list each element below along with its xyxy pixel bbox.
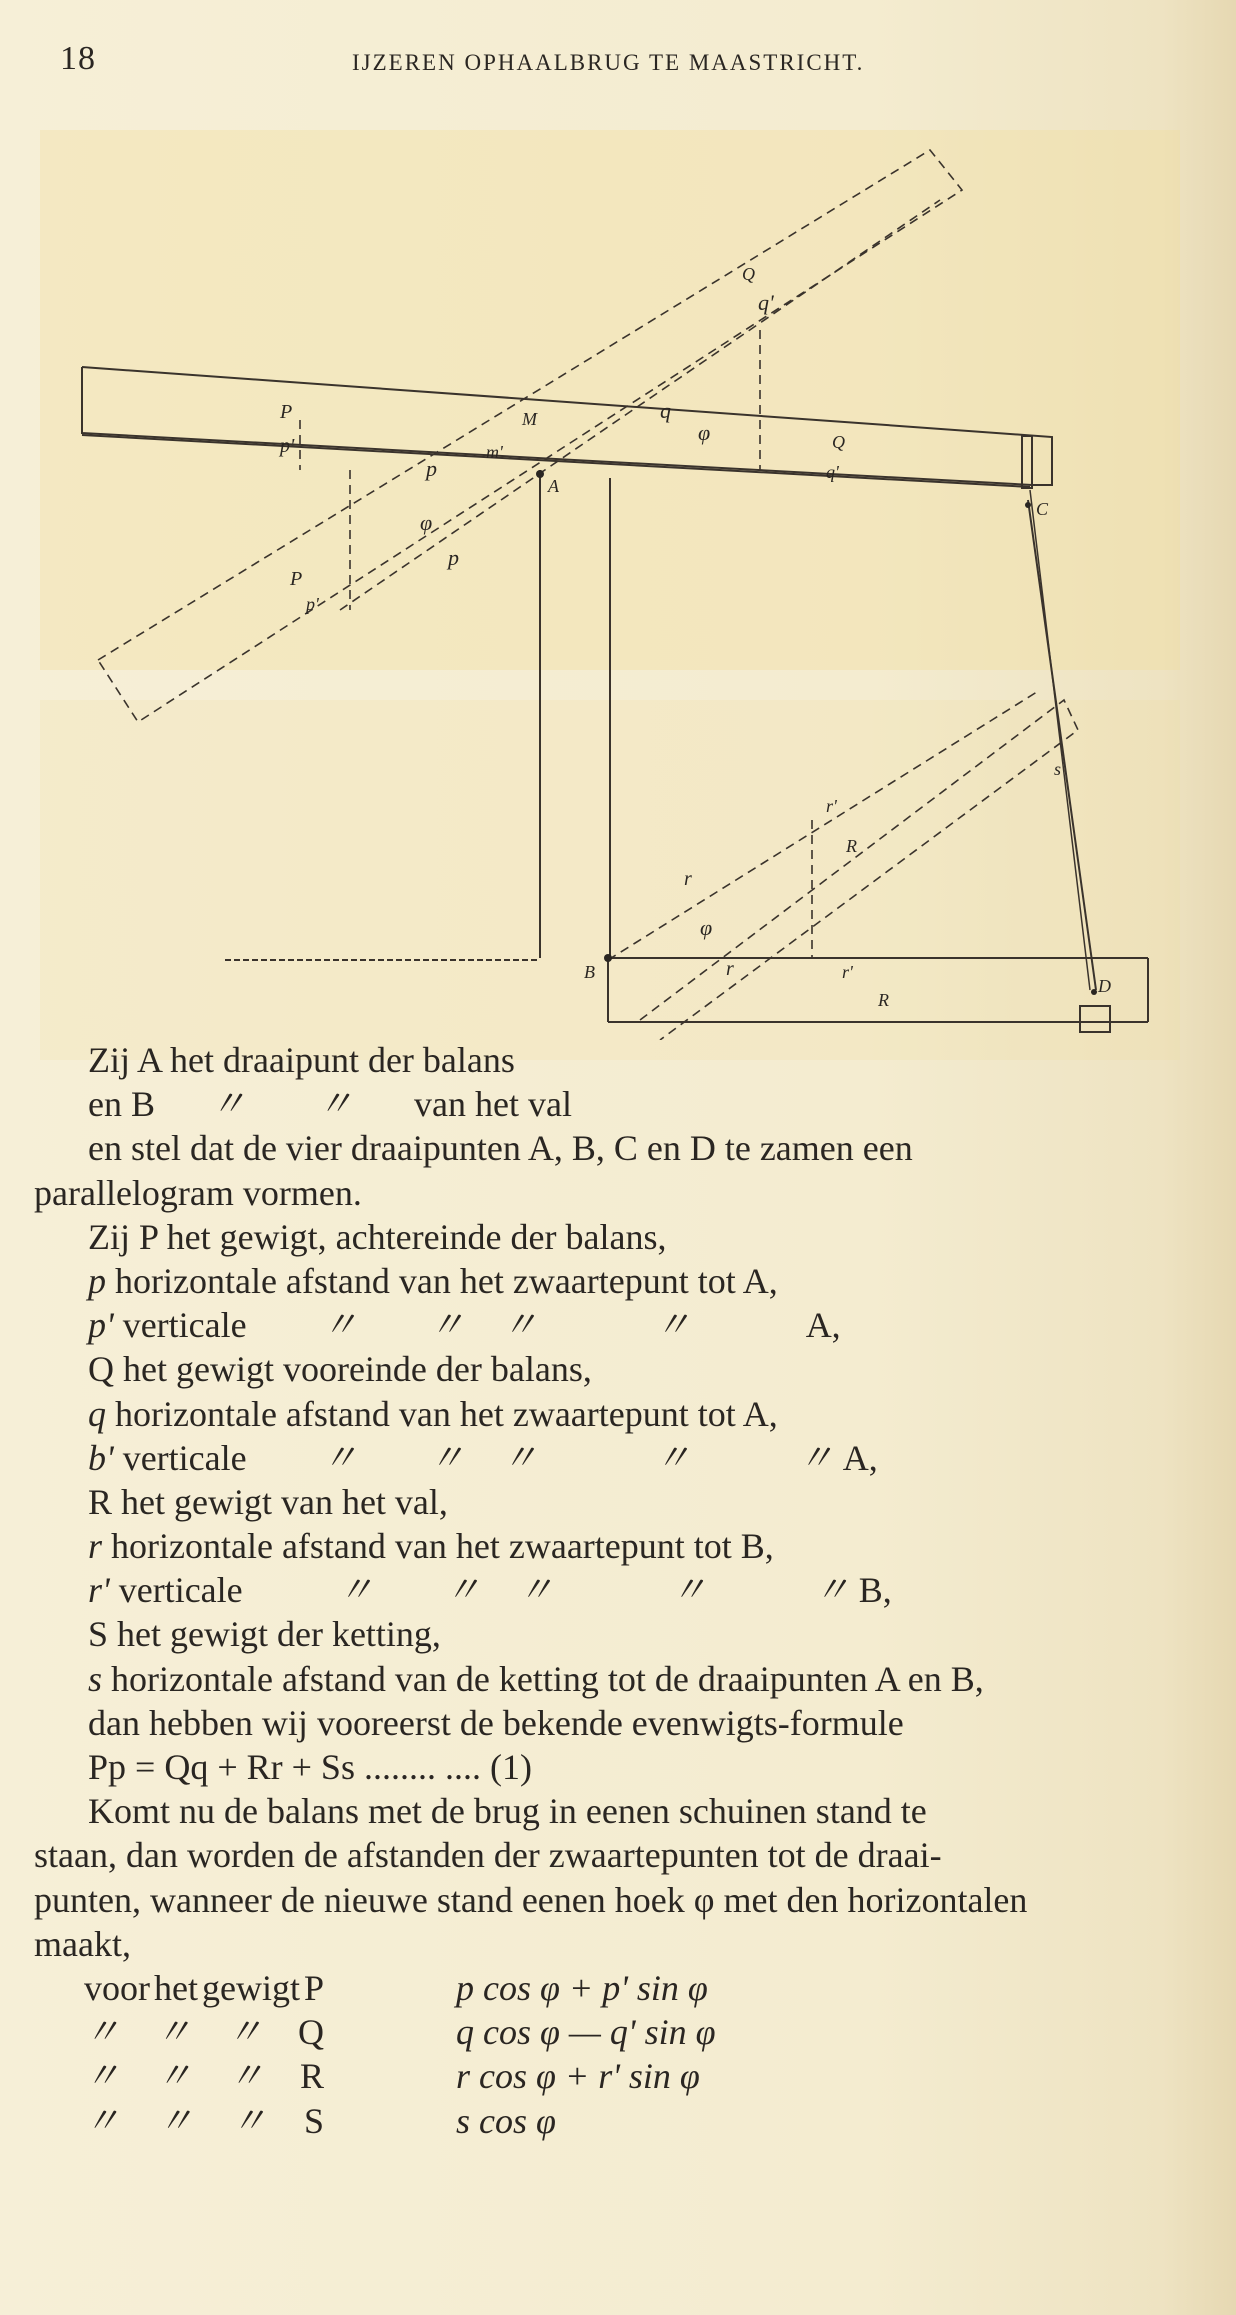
text-line: Komt nu de balans met de brug in eenen schuinen stand te <box>88 1791 927 1832</box>
label-R: R <box>878 990 889 1010</box>
label-r-prime: r' <box>842 962 853 982</box>
text-line: R het gewigt van het val, <box>88 1481 448 1522</box>
text-line: p horizontale afstand van het zwaartepunt tot A, <box>88 1260 778 1301</box>
label-phi-bottom: φ <box>700 915 713 940</box>
table-row: 〃 〃 〃 Q q cos φ — q' sin φ <box>84 2012 716 2053</box>
beam-outline <box>82 367 1052 485</box>
text-line: S het gewigt der ketting, <box>88 1614 441 1655</box>
text-line: s horizontale afstand van de ketting tot de draaipunten A en B, <box>88 1658 984 1699</box>
text-line: p' verticale 〃 〃 〃 〃 A, <box>88 1305 841 1346</box>
text-line: dan hebben wij vooreerst de bekende evenwigts-formule <box>88 1702 904 1743</box>
label-s: s <box>1054 759 1062 779</box>
table-row: 〃 〃 〃 S s cos φ <box>84 2100 556 2141</box>
label-M: M <box>522 409 537 429</box>
label-phi-left: φ <box>420 510 433 535</box>
label-Q: Q <box>832 432 845 452</box>
label-P-tilted: P <box>290 568 303 590</box>
text-line: q horizontale afstand van het zwaartepunt tot A, <box>88 1393 778 1434</box>
running-head: IJZEREN OPHAALBRUG TE MAASTRICHT. <box>352 50 865 75</box>
label-A: A <box>548 476 559 496</box>
text-line: r horizontale afstand van het zwaartepunt tot B, <box>88 1526 774 1567</box>
text-line: parallelogram vormen. <box>34 1172 362 1213</box>
distance-table <box>34 1966 1214 2143</box>
bridge-diagram <box>0 0 1236 1040</box>
label-q-prime: q' <box>826 462 839 482</box>
label-P: P <box>280 401 293 423</box>
text-line: punten, wanneer de nieuwe stand eenen hoek φ met den horizontalen <box>34 1879 1028 1920</box>
page-number: 18 <box>60 40 96 77</box>
body-text <box>34 1038 1214 2143</box>
label-p-prime-tilted: p' <box>306 594 319 614</box>
label-C: C <box>1036 499 1049 519</box>
label-r: r <box>726 958 734 980</box>
label-R-tilted: R <box>846 836 857 856</box>
label-Q-tilted: Q <box>742 264 755 284</box>
text-line: Q het gewigt vooreinde der balans, <box>88 1349 592 1390</box>
label-D: D <box>1098 976 1111 996</box>
label-q-prime-tilted: q' <box>758 290 774 315</box>
label-B: B <box>584 962 595 982</box>
text-line: Zij A het draaipunt der balans <box>88 1040 515 1080</box>
label-p-prime: p' <box>280 435 295 457</box>
tilted-val <box>640 700 1078 1040</box>
text-line: maakt, <box>34 1923 131 1964</box>
label-p-tilted: p <box>448 545 459 570</box>
label-r-tilted: r <box>684 868 692 890</box>
table-row: voor het gewigt P p cos φ + p' sin φ <box>84 1967 708 2008</box>
label-r-prime-tilted: r' <box>826 796 837 816</box>
label-m-prime: m' <box>486 442 503 462</box>
text-line: en stel dat de vier draaipunten A, B, C en D te zamen een <box>88 1128 913 1169</box>
formula-line: Pp = Qq + Rr + Ss ........ .... (1) <box>88 1747 532 1787</box>
text-line: en B 〃 〃 van het val <box>88 1084 572 1125</box>
label-p: p <box>426 456 437 481</box>
text-line: b' verticale 〃 〃 〃 〃 〃 A, <box>88 1437 878 1478</box>
text-line: r' verticale 〃 〃 〃 〃 〃 B, <box>88 1570 892 1611</box>
table-row: 〃 〃 〃 R r cos φ + r' sin φ <box>84 2056 700 2097</box>
label-q: q <box>660 398 671 423</box>
text-line: staan, dan worden de afstanden der zwaartepunten tot de draai- <box>34 1835 942 1876</box>
text-line: Zij P het gewigt, achtereinde der balans, <box>88 1216 667 1257</box>
label-phi: φ <box>698 420 711 445</box>
